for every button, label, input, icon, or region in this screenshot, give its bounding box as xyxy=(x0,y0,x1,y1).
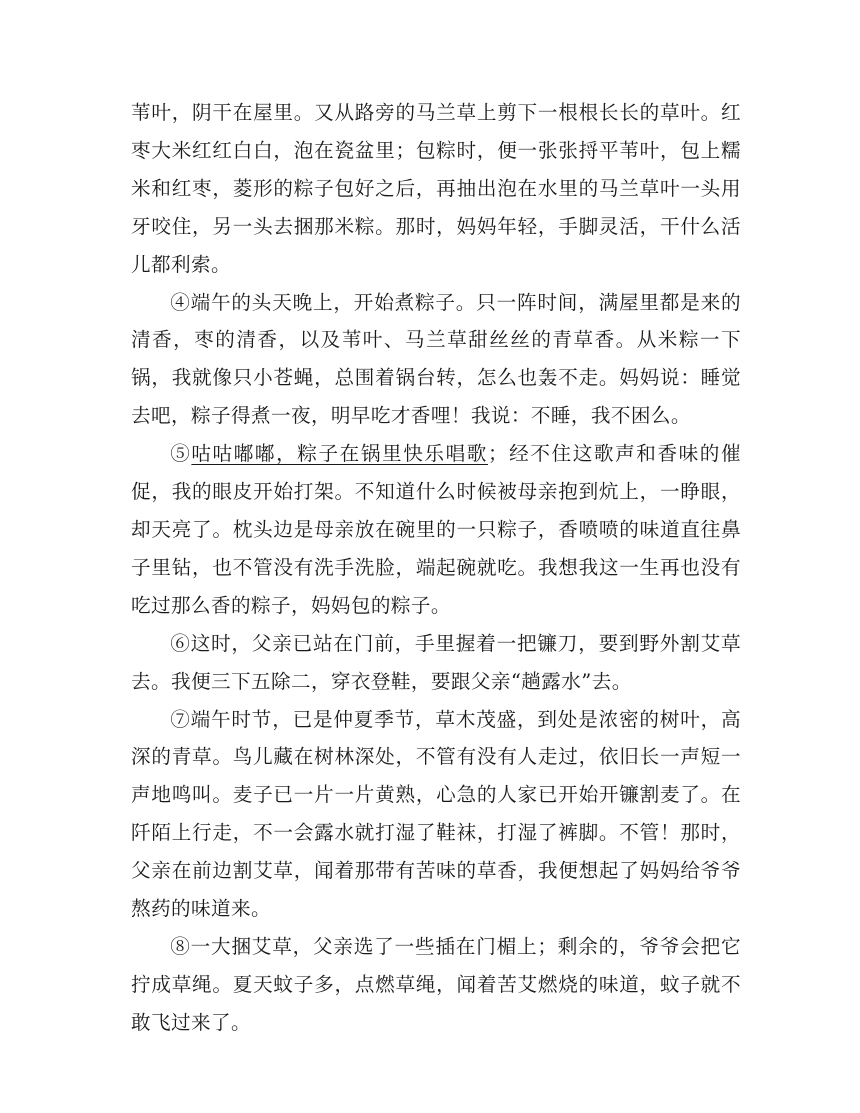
paragraph-continued: 苇叶，阴干在屋里。又从路旁的马兰草上剪下一根根长长的草叶。红枣大米红红白白，泡在瓷盆里；包粽时，便一张张捋平苇叶，包上糯米和红枣，菱形的粽子包好之后，再抽出泡在水里的马兰草叶一头用牙咬住，另一头去捆那米粽。那时，妈妈年轻，手脚灵活，干什么活儿都利索。 xyxy=(131,101,741,276)
document-page xyxy=(131,94,741,1042)
paragraph-7: ⑦端午时节，已是仲夏季节，草木茂盛，到处是浓密的树叶，高深的青草。鸟儿藏在树林深处，不管有没有人走过，依旧长一声短一声地鸣叫。麦子已一片一片黄熟，心急的人家已开始开镰割麦了。在阡陌上行走，不一会露水就打湿了鞋袜，打湿了裤脚。不管！那时，父亲在前边割艾草，闻着那带有苦味的草香，我便想起了妈妈给爷爷熬药的味道来。 xyxy=(131,707,741,921)
paragraph-5 xyxy=(131,435,741,625)
paragraph-8: ⑧一大捆艾草，父亲选了一些插在门楣上；剩余的，爷爷会把它拧成草绳。夏天蚊子多，点燃草绳，闻着苦艾燃烧的味道，蚊子就不敢飞过来了。 xyxy=(131,934,741,1034)
paragraph-4: ④端午的头天晚上，开始煮粽子。只一阵时间，满屋里都是来的清香，枣的清香，以及苇叶、马兰草甜丝丝的青草香。从米粽一下锅，我就像只小苍蝇，总围着锅台转，怎么也轰不走。妈妈说：睡觉去吧，粽子得煮一夜，明早吃才香哩！我说：不睡，我不困么。 xyxy=(131,290,741,428)
paragraph-6: ⑥这时，父亲已站在门前，手里握着一把镰刀，要到野外割艾草去。我便三下五除二，穿衣登鞋，要跟父亲“趟露水”去。 xyxy=(131,631,741,693)
underlined-sentence: 咕咕嘟嘟，粽子在锅里快乐唱歌 xyxy=(191,442,488,466)
paragraph-5-rest: ；经不住这歌声和香味的催促，我的眼皮开始打架。不知道什么时候被母亲抱到炕上，一睁眼，却天亮了。枕头边是母亲放在碗里的一只粽子，香喷喷的味道直往鼻子里钻，也不管没有洗手洗脸，端起碗就吃。我想我这一生再也没有吃过那么香的粽子，妈妈包的粽子。 xyxy=(131,442,741,617)
paragraph-5-number: ⑤ xyxy=(170,442,192,466)
